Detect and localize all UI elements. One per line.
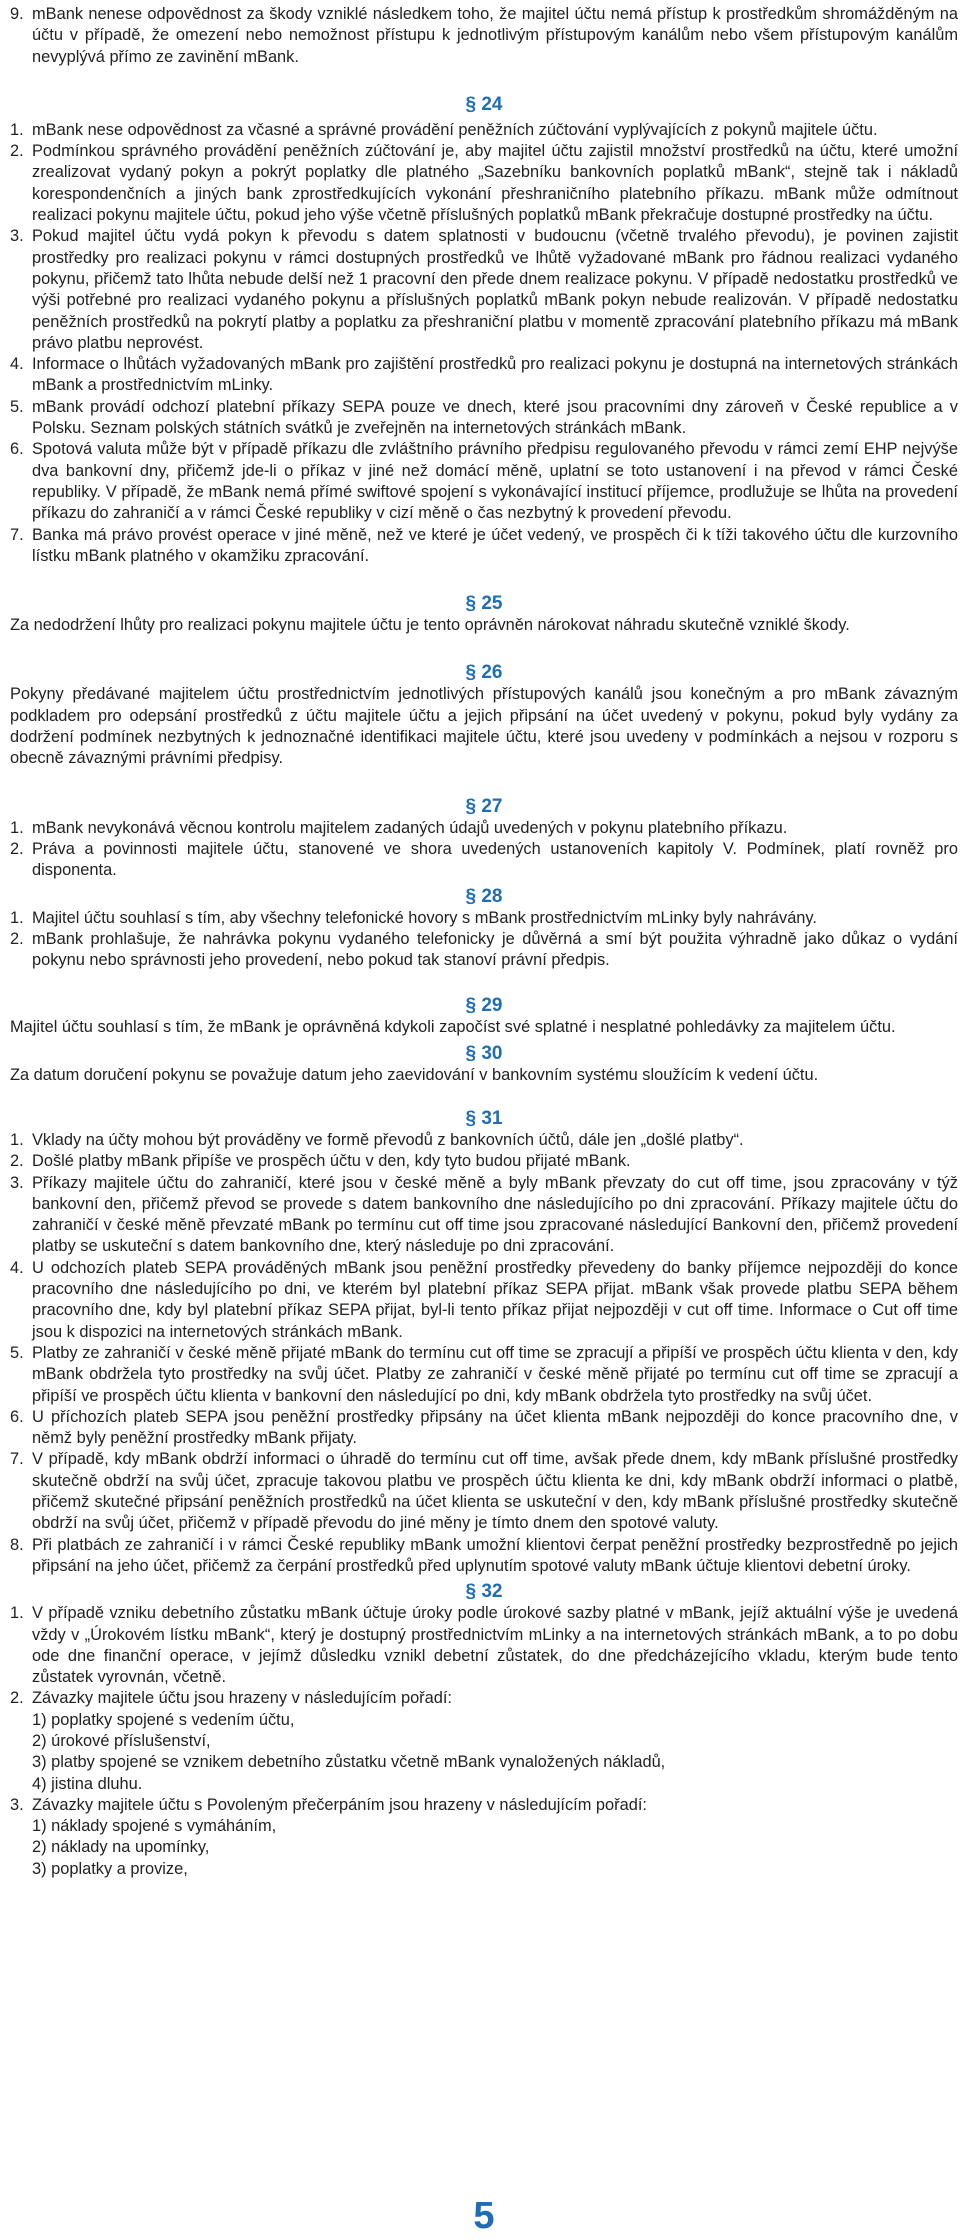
clause-item: [10, 908, 958, 929]
clause-number: 4.: [10, 355, 24, 374]
sub-list: [32, 1816, 958, 1880]
clause-item: [10, 839, 958, 882]
clause-text: Při platbách ze zahraničí i v rámci České republiky mBank umožní klientovi čerpat peněžní prostředky bezprostředně po jejich připsání na jeho účet, přičemž za čerpání prostředků před uplynutím spotové valuty mBank účtuje klientovi debetní úroky.: [32, 1535, 958, 1575]
sub-list-item: 3) platby spojené se vznikem debetního zůstatku včetně mBank vynaložených nákladů,: [32, 1753, 666, 1772]
clause-item: [10, 929, 958, 972]
section-heading-29: § 29: [465, 995, 503, 1017]
clause-number: 4.: [10, 1258, 24, 1277]
clause-number: 8.: [10, 1535, 24, 1554]
clause-number: 2.: [10, 1689, 24, 1708]
clause-number: 3.: [10, 227, 24, 246]
clause-number: 2.: [10, 929, 24, 948]
clause-item: [10, 1795, 958, 1880]
clause-text: V případě vzniku debetního zůstatku mBank účtuje úroky podle úrokové sazby platné v mBank, jejíž aktuální výše je uvedená vždy v „Úrokovém lístku mBank“, který je dostupný prostřednictvím mLinky a na internetových stránkách mBank, a to po dobu ode dne finanční operace, v jejímž důsledku vznikl debetní zůstatek, do dne předcházejícího vkladu, kterým bude tento zůstatek vyrovnán, včetně.: [32, 1604, 958, 1687]
clause-text: Podmínkou správného provádění peněžních zúčtování je, aby majitel účtu zajistil množství prostředků na účtu, které umožní zrealizovat vydaný pokyn a pokrýt poplatky dle platného „Sazebníku bankovních poplatků mBank“, stejně tak i nákladů korespondenčních a jiných bank zprostředkujících vykonání přeshraničního platebního příkazu. mBank může odmítnout realizaci pokynu majitele účtu, pokud jeho výše včetně příslušných poplatků mBank překračuje dostupné prostředky na účtu.: [32, 142, 958, 225]
clause-item: [10, 1173, 958, 1258]
sub-list-item: 2) náklady na upomínky,: [32, 1838, 210, 1857]
clause-text: U odchozích plateb SEPA prováděných mBank jsou peněžní prostředky převedeny do banky příjemce nejpozději do konce pracovního dne následujícího po dni, ve kterém byl platební příkaz SEPA přijat. mBank však provede platbu SEPA během pracovního dne, kdy byl platební příkaz SEPA přijat, byl-li tento příkaz přijat nejpozději v cut off time. Informace o Cut off time jsou k dispozici na internetových stránkách mBank.: [32, 1258, 958, 1341]
section-heading-24: § 24: [465, 93, 503, 115]
clause-item: [10, 1407, 958, 1450]
sub-list-item: 2) úrokové příslušenství,: [32, 1732, 211, 1750]
clause-text: Závazky majitele účtu s Povoleným přečerpáním jsou hrazeny v následujícím pořadí:: [32, 1795, 647, 1814]
clause-number: 5.: [10, 1343, 24, 1362]
section-heading-25: § 25: [465, 593, 503, 615]
clause-text: V případě, kdy mBank obdrží informaci o úhradě do termínu cut off time, avšak přede dnem, kdy mBank příslušné prostředky skutečně obdrží na svůj účet, zpracuje takovou platbu ve prospěch účtu klienta ke dni, kdy mBank obdrží informaci o platbě, přičemž skutečné připsání peněžních prostředků na účet klienta se uskuteční v den, kdy mBank příslušné prostředky skutečně obdrží na svůj účet, přičemž v případě převodu do jiné měny je tímto dnem den spotové valuty.: [32, 1450, 958, 1533]
clause-number: 1.: [10, 1130, 24, 1149]
clause-text: Informace o lhůtách vyžadovaných mBank pro zajištění prostředků pro realizaci pokynu je dostupná na internetových stránkách mBank a prostřednictvím mLinky.: [32, 355, 958, 395]
clause-text: Banka má právo provést operace v jiné měně, než ve které je účet vedený, ve prospěch či k tíži takového účtu dle kurzovního lístku mBank platného v okamžiku zpracování.: [32, 525, 958, 565]
clause-text: mBank nenese odpovědnost za škody vzniklé následkem toho, že majitel účtu nemá přístup k prostředkům shromážděným na účtu v případě, že omezení nebo nemožnost přístupu k jednotlivým přístupovým kanálům nebo všem přístupovým kanálům nevyplývá přímo ze zavinění mBank.: [32, 5, 958, 66]
section-heading-30: § 30: [465, 1042, 503, 1064]
clause-item: [10, 4, 958, 68]
clause-item: [10, 141, 958, 226]
clause-number: 1.: [10, 908, 24, 927]
sub-list: [32, 1710, 958, 1795]
clause-number: 2.: [10, 142, 24, 161]
clause-item: [10, 120, 958, 141]
clause-item: [10, 226, 958, 354]
clause-text: mBank nese odpovědnost za včasné a správné provádění peněžních zúčtování vyplývajících z pokynů majitele účtu.: [32, 120, 878, 139]
page-number: [468, 2196, 500, 2232]
clause-item: [10, 397, 958, 440]
clause-text: Došlé platby mBank připíše ve prospěch účtu v den, kdy tyto budou přijaté mBank.: [32, 1152, 631, 1171]
clause-item: [10, 1151, 958, 1172]
section-heading-28: § 28: [465, 885, 503, 907]
clause-number: 6.: [10, 440, 24, 459]
clause-number: 1.: [10, 1604, 24, 1623]
clause-item: [10, 1535, 958, 1578]
sub-list-item: 3) poplatky a provize,: [32, 1859, 188, 1878]
section-paragraph: Majitel účtu souhlasí s tím, že mBank je oprávněná kdykoli započíst své splatné i nesplatné pohledávky za majitelem účtu.: [10, 1018, 896, 1037]
clause-number: 7.: [10, 525, 24, 544]
clause-text: U příchozích plateb SEPA jsou peněžní prostředky připsány na účet klienta mBank nejpozději do konce pracovního dne, v němž byly peněžní prostředky mBank přijaty.: [32, 1407, 958, 1448]
clause-number: 7.: [10, 1450, 24, 1469]
clause-item: [10, 1449, 958, 1534]
clause-item: [10, 525, 958, 568]
clause-item: [10, 1130, 958, 1151]
clause-text: Spotová valuta může být v případě příkazu dle zvláštního právního předpisu regulovaného převodu v rámci zemí EHP nejvýše dva bankovní dny, přičemž jde-li o příkaz v jiné než domácí měně, uplatní se toto ustanovení i na převod v rámci České republiky. V případě, že mBank nemá přímé swiftové spojení s vykonávající institucí příjemce, prodlužuje se lhůta na provedení příkazu do zahraničí a v rámci České republiky v cizí měně o čas nezbytný k provedení převodu.: [32, 440, 958, 523]
section-paragraph: Pokyny předávané majitelem účtu prostřednictvím jednotlivých přístupových kanálů jsou konečným a pro mBank závazným podkladem pro odepsání prostředků z účtu majitele účtu a jejich připsání na účet uvedený v pokynu, pokud byly vydány za dodržení podmínek nezbytných k jednoznačné identifikaci majitele účtu, které jsou uvedeny v podmínkách a nejsou v rozporu s obecně závaznými právními předpisy.: [10, 685, 958, 768]
section-heading-27: § 27: [465, 795, 503, 817]
clause-number: 3.: [10, 1173, 24, 1192]
clause-text: Vklady na účty mohou být prováděny ve formě převodů z bankovních účtů, dále jen „došlé platby“.: [32, 1130, 744, 1149]
clause-number: 6.: [10, 1407, 24, 1426]
clause-item: [10, 354, 958, 397]
clause-text: Majitel účtu souhlasí s tím, aby všechny telefonické hovory s mBank prostřednictvím mLinky byly nahrávány.: [32, 908, 817, 927]
clause-number: 2.: [10, 839, 24, 858]
clause-item: [10, 1258, 958, 1343]
clause-text: Pokud majitel účtu vydá pokyn k převodu s datem splatnosti v budoucnu (včetně trvalého převodu), je povinen zajistit prostředky pro realizaci pokynu v rámci dostupných prostředků ve lhůtě vyžadované mBank pro řádnou realizaci vydaného pokynu, přičemž tato lhůta nebude delší než 1 pracovní den přede dnem realizace pokynu. V případě nedostatku prostředků ve výši potřebné pro realizaci vydaného pokynu a příslušných poplatků mBank pokyn nebude realizován. V případě nedostatku peněžních prostředků na pokrytí platby a poplatku za přeshraniční platbu v momentě zpracování platebního příkazu má mBank právo platbu neprovést.: [32, 227, 958, 352]
section-heading-32: § 32: [465, 1581, 503, 1603]
clause-item: [10, 1688, 958, 1794]
section-heading-26: § 26: [465, 662, 503, 684]
clause-number: 9.: [10, 5, 24, 23]
clause-item: [10, 1603, 958, 1688]
clause-number: 1.: [10, 818, 24, 837]
clause-item: [10, 818, 958, 839]
clause-text: Platby ze zahraničí v české měně přijaté mBank do termínu cut off time se zpracují a připíší ve prospěch účtu klienta v den, kdy mBank obdržela tyto prostředky na svůj účet. Platby ze zahraničí v české měně přijaté po termínu cut off time se zpracují a připíší ve prospěch účtu klienta v bankovní den následující po dni, kdy mBank obdržela tyto prostředky na svůj účet.: [32, 1343, 958, 1405]
clause-number: 3.: [10, 1795, 24, 1814]
clause-text: Příkazy majitele účtu do zahraničí, které jsou v české měně a byly mBank převzaty do cut off time, jsou zpracovány v týž bankovní den, přičemž převod se provede s datem bankovního dne následujícího po dni zpracování. Příkazy majitele účtu do zahraničí v české měně převzaté mBank po termínu cut off time jsou zpracované následující Bankovní den, přičemž provedení platby se uskuteční s datem bankovního dne, který následuje po dni zpracování.: [32, 1173, 958, 1256]
clause-text: Závazky majitele účtu jsou hrazeny v následujícím pořadí:: [32, 1689, 452, 1708]
document-page: [10, 4, 958, 1880]
section-paragraph: Za datum doručení pokynu se považuje datum jeho zaevidování v bankovním systému sloužícím k vedení účtu.: [10, 1065, 819, 1084]
sub-list-item: 1) náklady spojené s vymáháním,: [32, 1817, 277, 1836]
clause-text: mBank provádí odchozí platební příkazy SEPA pouze ve dnech, které jsou pracovními dny zároveň v České republice a v Polsku. Seznam polských státních svátků je zveřejněn na internetových stránkách mBank.: [32, 397, 958, 438]
clause-text: mBank nevykonává věcnou kontrolu majitelem zadaných údajů uvedených v pokynu platebního příkazu.: [32, 818, 788, 837]
clause-item: [10, 1343, 958, 1407]
sub-list-item: 4) jistina dluhu.: [32, 1774, 143, 1793]
page-number-text: 5: [473, 2196, 495, 2232]
section-heading-31: § 31: [465, 1107, 503, 1129]
sub-list-item: 1) poplatky spojené s vedením účtu,: [32, 1710, 295, 1729]
clause-text: Práva a povinnosti majitele účtu, stanovené ve shora uvedených ustanoveních kapitoly V. Podmínek, platí rovněž pro disponenta.: [32, 839, 958, 880]
section-paragraph: Za nedodržení lhůty pro realizaci pokynu majitele účtu je tento oprávněn nárokovat náhradu skutečně vzniklé škody.: [10, 616, 850, 635]
clause-text: mBank prohlašuje, že nahrávka pokynu vydaného telefonicky je důvěrná a smí být použita výhradně jako důkaz o vydání pokynu nebo správnosti jeho provedení, nebo pokud tak stanoví právní předpis.: [32, 929, 958, 970]
clause-number: 2.: [10, 1152, 24, 1171]
clause-number: 1.: [10, 120, 24, 139]
clause-item: [10, 439, 958, 524]
clause-number: 5.: [10, 397, 24, 416]
